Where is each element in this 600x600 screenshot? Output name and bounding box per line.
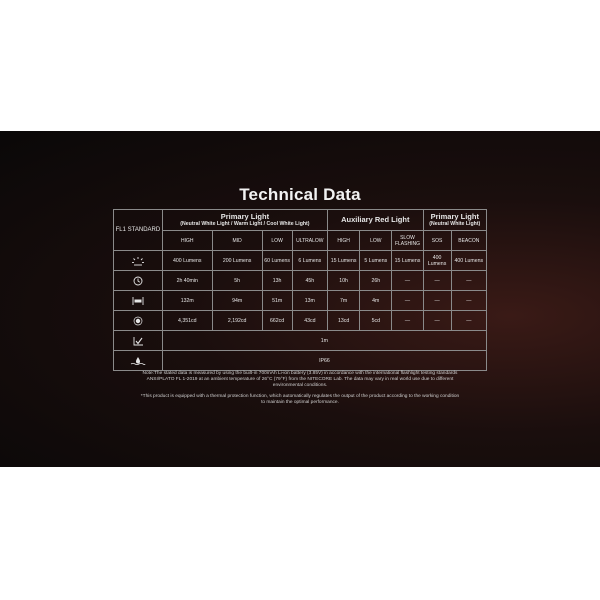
cell: 13m <box>292 291 327 311</box>
intensity-icon-cell <box>114 311 163 331</box>
group-title: Primary Light <box>220 212 270 221</box>
mode-red-high: HIGH <box>327 231 359 251</box>
cell: 13h <box>262 271 292 291</box>
measurement-note: Note:The stated data is measured by using the built-in 700mAh Li-ion battery (3.85V) in accordance with the international flashlight testing standards ANSI/PLATO FL 1-2019 at an ambient temperature of 26°C (79°F) from the NITECORE Lab. The data may vary in real world use due to different environmental conditions. <box>142 371 458 388</box>
cell: 43cd <box>292 311 327 331</box>
cell: 4,351cd <box>162 311 212 331</box>
cell: 26h <box>360 271 392 291</box>
cell: 13cd <box>327 311 359 331</box>
cell: 51m <box>262 291 292 311</box>
cell: 400 Lumens <box>423 251 451 271</box>
spec-banner <box>0 131 600 467</box>
mode-mid: MID <box>212 231 262 251</box>
mode-red-low: LOW <box>360 231 392 251</box>
cell: — <box>392 291 423 311</box>
impact-icon-cell <box>114 331 163 351</box>
runtime-icon-cell <box>114 271 163 291</box>
group-subtitle: (Neutral White Light) <box>429 221 481 227</box>
notes <box>140 371 460 411</box>
distance-row <box>114 291 487 311</box>
runtime-clock-icon <box>133 276 143 286</box>
impact-row <box>114 331 487 351</box>
impact-resistance-icon <box>132 336 144 346</box>
cell: 94m <box>212 291 262 311</box>
cell: 7m <box>327 291 359 311</box>
group-subtitle: (Neutral White Light / Warm Light / Cool White Light) <box>180 221 310 227</box>
brightness-icon <box>131 256 145 266</box>
waterproof-value: IP66 <box>162 351 486 371</box>
waterproof-icon <box>130 356 146 366</box>
cell: — <box>451 271 486 291</box>
runtime-row <box>114 271 487 291</box>
cell: — <box>423 311 451 331</box>
cell: 45h <box>292 271 327 291</box>
peak-intensity-icon <box>133 316 143 326</box>
cell: 2h 40min <box>162 271 212 291</box>
waterproof-row <box>114 351 487 371</box>
impact-value: 1m <box>162 331 486 351</box>
spec-table <box>113 209 487 371</box>
cell: 6 Lumens <box>292 251 327 271</box>
cell: 15 Lumens <box>392 251 423 271</box>
cell: 400 Lumens <box>162 251 212 271</box>
group-title: Auxiliary Red Light <box>341 215 410 224</box>
waterproof-icon-cell <box>114 351 163 371</box>
mode-ultralow: ULTRALOW <box>292 231 327 251</box>
cell: 15 Lumens <box>327 251 359 271</box>
cell: 200 Lumens <box>212 251 262 271</box>
mode-slow-flashing: SLOW FLASHING <box>392 231 423 251</box>
cell: — <box>451 291 486 311</box>
output-icon-cell <box>114 251 163 271</box>
cell: 400 Lumens <box>451 251 486 271</box>
cell: 132m <box>162 291 212 311</box>
mode-high: HIGH <box>162 231 212 251</box>
group-auxiliary-red <box>327 210 423 231</box>
group-title: Primary Light <box>430 212 479 221</box>
group-header-row <box>114 210 487 231</box>
intensity-row <box>114 311 487 331</box>
distance-icon-cell <box>114 291 163 311</box>
cell: 5h <box>212 271 262 291</box>
group-primary-light <box>162 210 327 231</box>
mode-low: LOW <box>262 231 292 251</box>
output-row <box>114 251 487 271</box>
cell: — <box>423 271 451 291</box>
cell: — <box>392 271 423 291</box>
cell: — <box>451 311 486 331</box>
cell: — <box>423 291 451 311</box>
mode-sos: SOS <box>423 231 451 251</box>
mode-beacon: BEACON <box>451 231 486 251</box>
cell: 10h <box>327 271 359 291</box>
cell: — <box>392 311 423 331</box>
cell: 5 Lumens <box>360 251 392 271</box>
mode-header-row <box>114 231 487 251</box>
model-label: FL1 STANDARD <box>114 210 163 251</box>
group-primary-neutral <box>423 210 486 231</box>
thermal-protection-note: *This product is equipped with a thermal protection function, which automatically regulates the output of the product according to the working condition to maintain the optimal performance. <box>140 394 460 405</box>
cell: 5cd <box>360 311 392 331</box>
beam-distance-icon <box>132 296 144 306</box>
cell: 2,192cd <box>212 311 262 331</box>
page-title: Technical Data <box>239 185 361 204</box>
cell: 4m <box>360 291 392 311</box>
cell: 662cd <box>262 311 292 331</box>
cell: 60 Lumens <box>262 251 292 271</box>
